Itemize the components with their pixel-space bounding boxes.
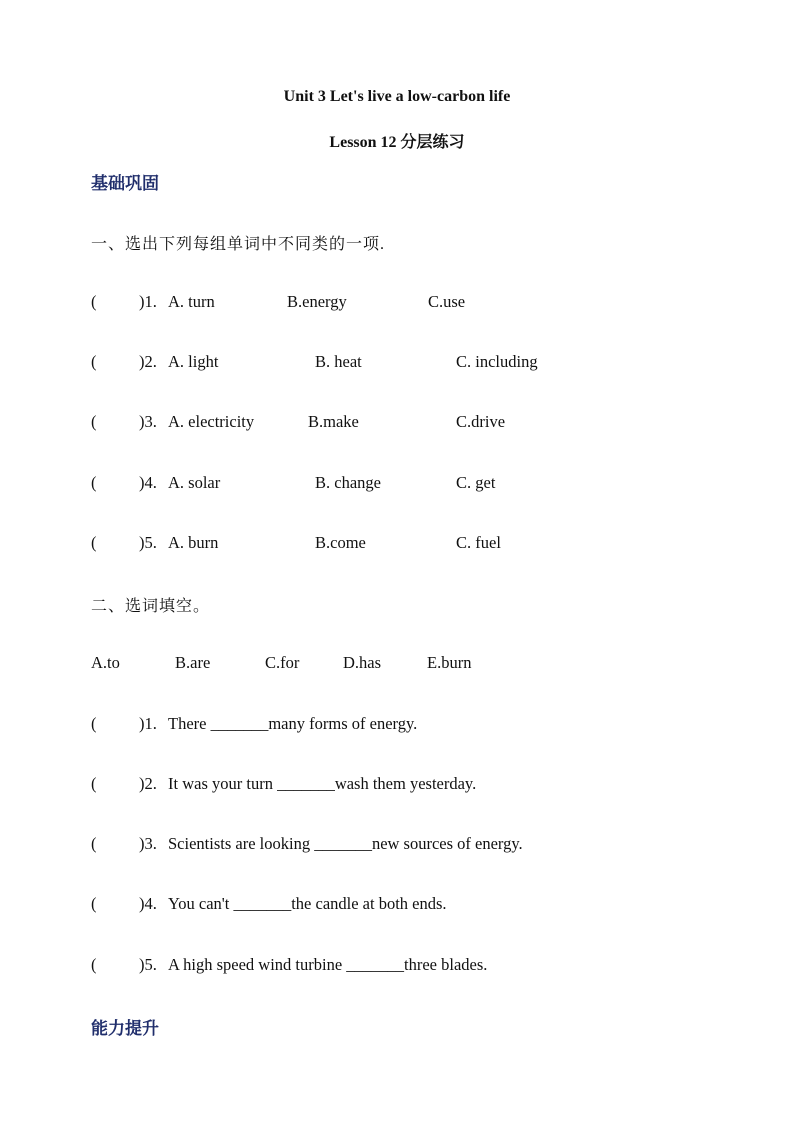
question-number: )4. xyxy=(139,894,157,913)
question-text: You can't _______the candle at both ends. xyxy=(168,894,447,913)
word-option: A.to xyxy=(91,653,120,672)
option-a: A. burn xyxy=(168,533,219,552)
answer-paren: ( xyxy=(91,955,97,974)
word-option: B.are xyxy=(175,653,211,672)
word-option: C.for xyxy=(265,653,300,672)
question-text: Scientists are looking _______new sources of energy. xyxy=(168,834,523,853)
option-b: B.energy xyxy=(287,292,347,311)
question-number: )4. xyxy=(139,473,157,492)
part1-heading: 一、选出下列每组单词中不同类的一项. xyxy=(91,236,386,253)
question-number: )5. xyxy=(139,955,157,974)
option-c: C.use xyxy=(428,292,466,311)
question-number: )3. xyxy=(139,834,157,853)
word-option: D.has xyxy=(343,653,382,672)
option-b: B. change xyxy=(315,473,381,492)
option-b: B. heat xyxy=(315,352,362,371)
answer-paren: ( xyxy=(91,352,97,371)
section-ability-heading: 能力提升 xyxy=(91,1019,159,1038)
option-b: B.come xyxy=(315,533,366,552)
question-number: )1. xyxy=(139,714,157,733)
answer-paren: ( xyxy=(91,533,97,552)
option-a: A. turn xyxy=(168,292,215,311)
option-a: A. solar xyxy=(168,473,221,492)
answer-paren: ( xyxy=(91,894,97,913)
question-text: A high speed wind turbine _______three blades. xyxy=(168,955,488,974)
question-number: )5. xyxy=(139,533,157,552)
word-option: E.burn xyxy=(427,653,472,672)
question-number: )1. xyxy=(139,292,157,311)
answer-paren: ( xyxy=(91,473,97,492)
question-text: It was your turn _______wash them yesterday. xyxy=(168,774,477,793)
question-number: )2. xyxy=(139,774,157,793)
question-number: )2. xyxy=(139,352,157,371)
option-c: C. including xyxy=(456,352,538,371)
option-c: C. fuel xyxy=(456,533,501,552)
answer-paren: ( xyxy=(91,714,97,733)
answer-paren: ( xyxy=(91,412,97,431)
document-title: Unit 3 Let's live a low-carbon life xyxy=(283,88,511,105)
option-c: C. get xyxy=(456,473,496,492)
option-a: A. electricity xyxy=(168,412,255,431)
section-basic-heading: 基础巩固 xyxy=(91,174,159,193)
question-number: )3. xyxy=(139,412,157,431)
answer-paren: ( xyxy=(91,292,97,311)
answer-paren: ( xyxy=(91,774,97,793)
option-a: A. light xyxy=(168,352,219,371)
document-subtitle: Lesson 12 分层练习 xyxy=(329,134,465,151)
question-text: There _______many forms of energy. xyxy=(168,714,418,733)
option-b: B.make xyxy=(308,412,359,431)
part2-heading: 二、选词填空。 xyxy=(91,598,211,615)
option-c: C.drive xyxy=(456,412,506,431)
answer-paren: ( xyxy=(91,834,97,853)
